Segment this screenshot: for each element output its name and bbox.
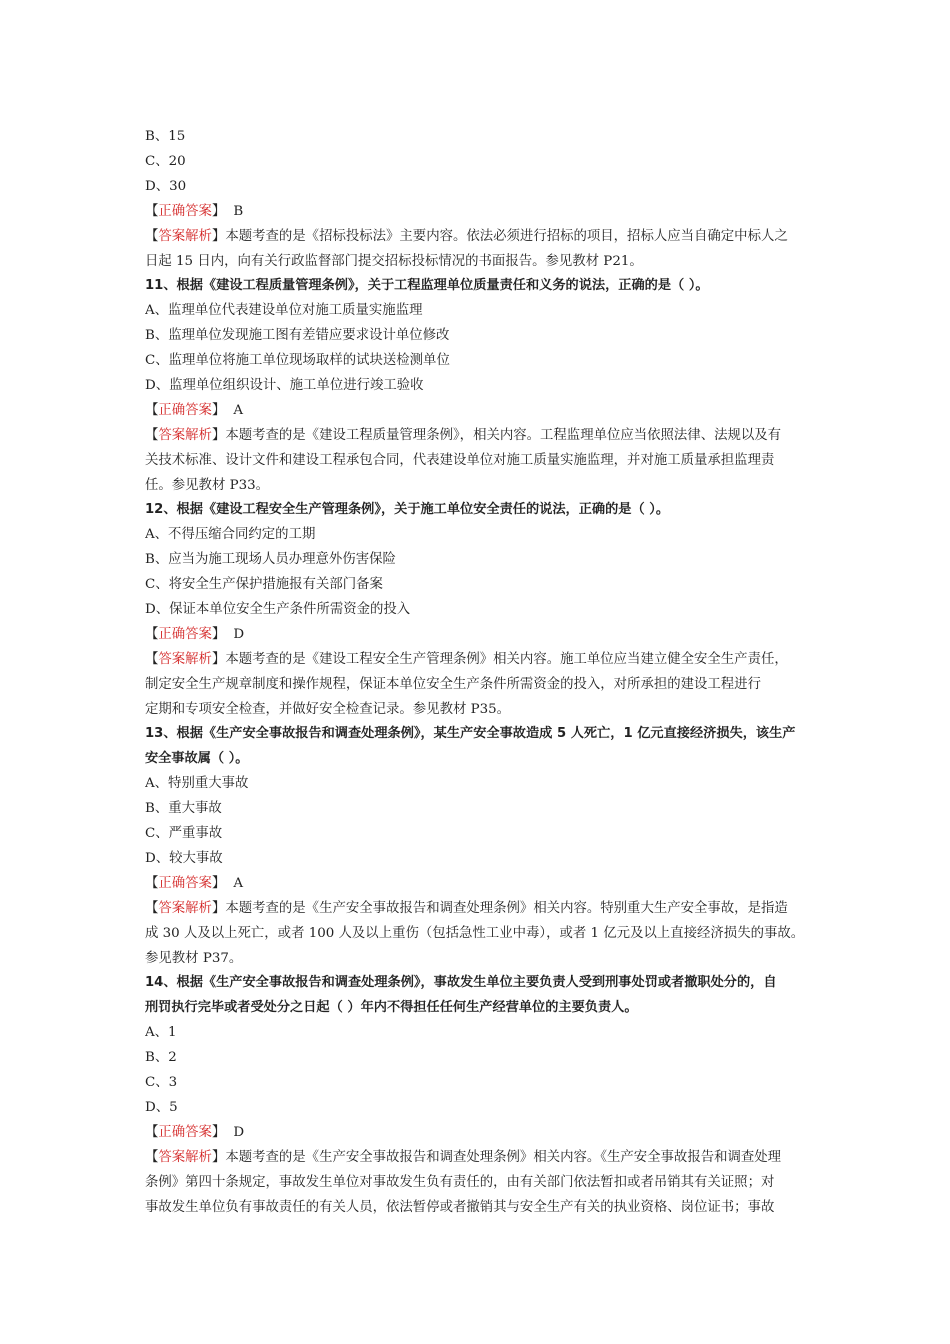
option-b: B、2 <box>145 1050 177 1065</box>
correct-answer <box>145 398 810 423</box>
bracket-open: 【 <box>145 876 159 891</box>
analysis-line <box>145 423 810 448</box>
option-a: A、特别重大事故 <box>145 776 249 791</box>
analysis-line <box>145 1145 810 1170</box>
analysis-line: 日起 15 日内，向有关行政监督部门提交招标投标情况的书面报告。参见教材 P21。 <box>145 254 643 269</box>
answer-label: 正确答案 <box>158 876 212 891</box>
option-d: D、5 <box>145 1100 178 1115</box>
option-a: A、1 <box>145 1025 177 1040</box>
option-d: D、保证本单位安全生产条件所需资金的投入 <box>145 602 411 617</box>
answer-label: 正确答案 <box>158 1125 212 1140</box>
analysis-line <box>145 224 810 249</box>
option-d: D、30 <box>145 179 187 194</box>
bracket-close: 】 <box>211 204 226 219</box>
correct-answer <box>145 871 810 896</box>
answer-label: 正确答案 <box>158 204 212 219</box>
analysis-line: 制定安全生产规章制度和操作规程，保证本单位安全生产条件所需资金的投入，对所承担的建设工程进行 <box>145 677 761 692</box>
option-d: D、较大事故 <box>145 851 223 866</box>
bracket-open: 【 <box>145 901 159 916</box>
analysis-label: 答案解析 <box>158 901 212 916</box>
option-c: C、将安全生产保护措施报有关部门备案 <box>145 577 383 592</box>
bracket-close: 】 <box>211 403 226 418</box>
bracket-close: 】 <box>211 1150 226 1165</box>
question-13-stem: 安全事故属（ ）。 <box>145 751 249 766</box>
analysis-label: 答案解析 <box>158 652 212 667</box>
analysis-text: 本题考查的是《建设工程质量管理条例》，相关内容。工程监理单位应当依照法律、法规以及有 <box>225 428 782 443</box>
correct-answer <box>145 199 810 224</box>
option-c: C、严重事故 <box>145 826 223 841</box>
bracket-close: 】 <box>211 876 226 891</box>
question-11-stem: 11、根据《建设工程质量管理条例》，关于工程监理单位质量责任和义务的说法，正确的是（ ）。 <box>145 278 709 293</box>
bracket-close: 】 <box>211 428 226 443</box>
bracket-close: 】 <box>211 627 226 642</box>
analysis-line: 事故发生单位负有事故责任的有关人员，依法暂停或者撤销其与安全生产有关的执业资格、岗位证书；事故 <box>145 1200 775 1215</box>
bracket-close: 】 <box>211 652 226 667</box>
bracket-open: 【 <box>145 627 159 642</box>
analysis-line: 任。参见教材 P33。 <box>145 478 270 493</box>
option-b: B、应当为施工现场人员办理意外伤害保险 <box>145 552 396 567</box>
bracket-open: 【 <box>145 1150 159 1165</box>
bracket-close: 】 <box>211 229 226 244</box>
correct-answer <box>145 1120 810 1145</box>
analysis-line: 条例》第四十条规定，事故发生单位对事故发生负有责任的，由有关部门依法暂扣或者吊销其有关证照；对 <box>145 1175 775 1190</box>
analysis-line: 成 30 人及以上死亡，或者 100 人及以上重伤（包括急性工业中毒），或者 1 亿元及以上直接经济损失的事故。 <box>145 926 805 941</box>
answer-value: A <box>233 876 244 891</box>
option-c: C、3 <box>145 1075 178 1090</box>
bracket-open: 【 <box>145 428 159 443</box>
option-a: A、监理单位代表建设单位对施工质量实施监理 <box>145 303 423 318</box>
analysis-text: 本题考查的是《生产安全事故报告和调查处理条例》相关内容。《生产安全事故报告和调查处理 <box>225 1150 782 1165</box>
answer-label: 正确答案 <box>158 627 212 642</box>
option-b: B、重大事故 <box>145 801 222 816</box>
bracket-open: 【 <box>145 403 159 418</box>
option-a: A、不得压缩合同约定的工期 <box>145 527 316 542</box>
question-13-stem: 13、根据《生产安全事故报告和调查处理条例》，某生产安全事故造成 5 人死亡，1 亿元直接经济损失，该生产 <box>145 726 796 741</box>
answer-value: D <box>233 1125 245 1140</box>
answer-value: B <box>233 204 244 219</box>
bracket-close: 】 <box>211 901 226 916</box>
option-c: C、20 <box>145 154 186 169</box>
analysis-line <box>145 647 810 672</box>
option-c: C、监理单位将施工单位现场取样的试块送检测单位 <box>145 353 450 368</box>
option-d: D、监理单位组织设计、施工单位进行竣工验收 <box>145 378 424 393</box>
analysis-line: 参见教材 P37。 <box>145 951 243 966</box>
answer-value: D <box>233 627 245 642</box>
analysis-line: 定期和专项安全检查，并做好安全检查记录。参见教材 P35。 <box>145 702 511 717</box>
analysis-line <box>145 896 810 921</box>
analysis-label: 答案解析 <box>158 428 212 443</box>
option-b: B、15 <box>145 129 186 144</box>
bracket-open: 【 <box>145 229 159 244</box>
analysis-text: 本题考查的是《生产安全事故报告和调查处理条例》相关内容。特别重大生产安全事故，是指造 <box>225 901 788 916</box>
analysis-line: 关技术标准、设计文件和建设工程承包合同，代表建设单位对施工质量实施监理，并对施工质量承担监理责 <box>145 453 775 468</box>
question-14-stem: 刑罚执行完毕或者受处分之日起（ ）年内不得担任任何生产经营单位的主要负责人。 <box>145 1000 638 1015</box>
question-12-stem: 12、根据《建设工程安全生产管理条例》，关于施工单位安全责任的说法，正确的是（ ）。 <box>145 502 670 517</box>
answer-label: 正确答案 <box>158 403 212 418</box>
analysis-text: 本题考查的是《招标投标法》主要内容。依法必须进行招标的项目，招标人应当自确定中标人之 <box>225 229 788 244</box>
question-14-stem: 14、根据《生产安全事故报告和调查处理条例》，事故发生单位主要负责人受到刑事处罚或者撤职处分的，自 <box>145 975 777 990</box>
bracket-open: 【 <box>145 1125 159 1140</box>
analysis-label: 答案解析 <box>158 1150 212 1165</box>
answer-value: A <box>233 403 244 418</box>
bracket-open: 【 <box>145 204 159 219</box>
bracket-close: 】 <box>211 1125 226 1140</box>
analysis-text: 本题考查的是《建设工程安全生产管理条例》相关内容。施工单位应当建立健全安全生产责任， <box>225 652 788 667</box>
option-b: B、监理单位发现施工图有差错应要求设计单位修改 <box>145 328 450 343</box>
analysis-label: 答案解析 <box>158 229 212 244</box>
bracket-open: 【 <box>145 652 159 667</box>
correct-answer <box>145 622 810 647</box>
